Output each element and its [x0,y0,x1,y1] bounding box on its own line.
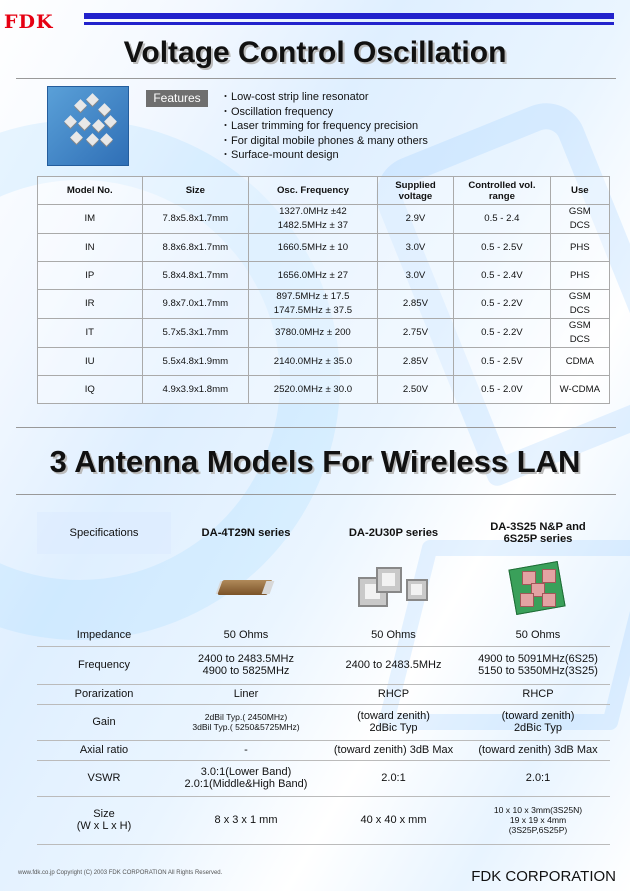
antenna-table-body [37,624,610,844]
use-cell: PHS [550,234,609,262]
spec-value-cell: - [171,740,321,760]
voltage-cell: 3.0V [377,262,453,290]
antenna-spec-table [37,512,610,845]
size-cell: 5.7x5.3x1.7mm [142,319,249,348]
antenna-row-size [37,796,610,844]
vco-row-ir [38,290,610,319]
model-cell: IQ [38,376,143,404]
spec-value-cell: (toward zenith) 3dB Max [321,740,466,760]
spec-row-label: Axial ratio [37,740,171,760]
range-cell: 0.5 - 2.5V [454,348,551,376]
footer-company: FDK CORPORATION [471,868,616,885]
model-cell: IR [38,290,143,319]
antenna-photo-row [37,554,610,624]
spec-row-label: Impedance [37,624,171,646]
vco-title: Voltage Control Oscillation [123,36,507,69]
spec-value-cell: 3.0:1(Lower Band) 2.0:1(Middle&High Band) [171,760,321,796]
antenna-row-axial-ratio [37,740,610,760]
feature-item: ・Surface-mount design [220,149,339,162]
frequency-cell: 1656.0MHz ± 27 [249,262,378,290]
use-cell: CDMA [550,348,609,376]
vco-row-im [38,205,610,234]
voltage-cell: 2.85V [377,348,453,376]
vco-row-it [38,319,610,348]
range-cell: 0.5 - 2.2V [454,319,551,348]
antenna-row-vswr [37,760,610,796]
series-header-3: DA-3S25 N&P and 6S25P series [490,521,586,545]
vco-spec-table [37,176,610,404]
model-cell: IT [38,319,143,348]
features-label: Features [146,90,208,107]
spec-value-cell: (toward zenith) 2dBic Typ [466,704,610,740]
antenna-row-frequency [37,646,610,684]
vco-title-rule [16,78,616,79]
range-cell: 0.5 - 2.5V [454,234,551,262]
spec-value-cell: Liner [171,684,321,704]
col-header-voltage: Supplied voltage [377,177,453,205]
col-header-model: Model No. [38,177,143,205]
feature-item: ・For digital mobile phones & many others [220,134,428,147]
range-cell: 0.5 - 2.4 [454,205,551,234]
frequency-cell: 2520.0MHz ± 30.0 [249,376,378,404]
voltage-cell: 2.9V [377,205,453,234]
section-divider [16,427,616,428]
feature-item: ・Laser trimming for frequency precision [220,120,419,133]
col-header-size: Size [142,177,249,205]
spec-value-cell: 50 Ohms [171,624,321,646]
feature-item: ・Low-cost strip line resonator [220,91,369,103]
spec-value-cell: 50 Ohms [321,624,466,646]
use-cell: PHS [550,262,609,290]
model-cell: IM [38,205,143,234]
col-header-frequency: Osc. Frequency [249,177,378,205]
features-list [220,90,428,163]
size-cell: 8.8x6.8x1.7mm [142,234,249,262]
range-cell: 0.5 - 2.4V [454,262,551,290]
spec-row-label: Frequency [37,646,171,684]
spec-value-cell: 2400 to 2483.5MHz 4900 to 5825MHz [171,646,321,684]
spec-value-cell: (toward zenith) 2dBic Typ [321,704,466,740]
size-cell: 4.9x3.9x1.8mm [142,376,249,404]
series-header-1: DA-4T29N series [201,527,291,539]
use-cell: GSM DCS [550,290,609,319]
size-cell: 9.8x7.0x1.7mm [142,290,249,319]
spec-row-label: VSWR [37,760,171,796]
voltage-cell: 2.85V [377,290,453,319]
spec-value-cell: 4900 to 5091MHz(6S25) 5150 to 5350MHz(3S25) [466,646,610,684]
antenna-row-impedance [37,624,610,646]
antenna-row-gain [37,704,610,740]
vco-row-ip [38,262,610,290]
spec-value-cell: 2dBil Typ.( 2450MHz) 3dBil Typ.( 5250&5725MHz) [171,704,321,740]
header-bar [0,8,630,32]
use-cell: W-CDMA [550,376,609,404]
use-cell: GSM DCS [550,205,609,234]
vco-row-iu [38,348,610,376]
frequency-cell: 1327.0MHz ±42 1482.5MHz ± 37 [249,205,378,234]
header-rule-thin [84,22,614,25]
spec-value-cell: 50 Ohms [466,624,610,646]
range-cell: 0.5 - 2.0V [454,376,551,404]
frequency-cell: 3780.0MHz ± 200 [249,319,378,348]
spec-value-cell: 40 x 40 x mm [321,796,466,844]
vco-header-row [38,177,610,205]
voltage-cell: 3.0V [377,234,453,262]
col-header-use: Use [550,177,609,205]
series-header-2: DA-2U30P series [348,527,439,539]
model-cell: IP [38,262,143,290]
size-cell: 5.8x4.8x1.7mm [142,262,249,290]
voltage-cell: 2.75V [377,319,453,348]
spec-label-header: Specifications [37,512,171,554]
spec-value-cell: RHCP [321,684,466,704]
frequency-cell: 2140.0MHz ± 35.0 [249,348,378,376]
frequency-cell: 1660.5MHz ± 10 [249,234,378,262]
antenna-title-rule [16,494,616,495]
spec-row-label: Porarization [37,684,171,704]
frequency-cell: 897.5MHz ± 17.5 1747.5MHz ± 37.5 [249,290,378,319]
spec-value-cell: 2.0:1 [466,760,610,796]
header-rule-thick [84,13,614,19]
vco-chip-photo [47,86,129,166]
vco-table-body [38,205,610,404]
spec-value-cell: 8 x 3 x 1 mm [171,796,321,844]
model-cell: IN [38,234,143,262]
antenna-header-row [37,512,610,554]
da-2u30p-photo [321,554,466,624]
fdk-logo: FDK [4,11,54,33]
spec-value-cell: RHCP [466,684,610,704]
spec-value-cell: 2400 to 2483.5MHz [321,646,466,684]
spec-value-cell: 10 x 10 x 3mm(3S25N) 19 x 19 x 4mm (3S25P,6S25P) [466,796,610,844]
spec-row-label: Gain [37,704,171,740]
da-4t29n-photo [171,554,321,624]
spec-row-label: Size (W x L x H) [37,796,171,844]
vco-row-iq [38,376,610,404]
model-cell: IU [38,348,143,376]
antenna-title: 3 Antenna Models For Wireless LAN [49,444,581,479]
spec-value-cell: 2.0:1 [321,760,466,796]
copyright-text: www.fdk.co.jp Copyright (C) 2003 FDK CORPORATION All Rights Reserved. [18,870,223,876]
size-cell: 7.8x5.8x1.7mm [142,205,249,234]
range-cell: 0.5 - 2.2V [454,290,551,319]
size-cell: 5.5x4.8x1.9mm [142,348,249,376]
use-cell: GSM DCS [550,319,609,348]
col-header-range: Controlled vol. range [454,177,551,205]
feature-item: ・Oscillation frequency [220,105,334,118]
vco-row-in [38,234,610,262]
antenna-row-porarization [37,684,610,704]
da-3s25-photo [466,554,610,624]
spec-value-cell: (toward zenith) 3dB Max [466,740,610,760]
voltage-cell: 2.50V [377,376,453,404]
